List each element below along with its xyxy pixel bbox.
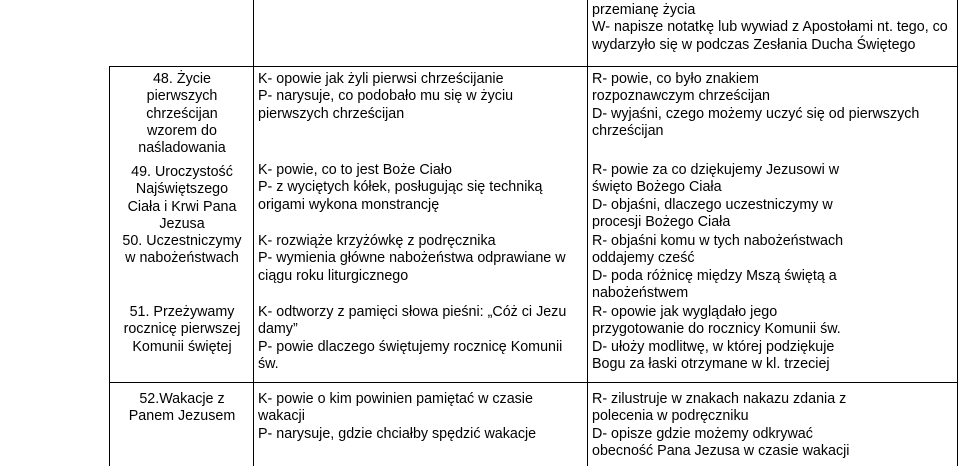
table-cell-topic: 51. Przeżywamy rocznicę pierwszej Komunii świętej: [123, 304, 241, 355]
table-cell-requirements: K- opowie jak żyli pierwsi chrześcijanie P- narysuje, co podobało mu się w życiu pierwszych chrześcijan: [258, 71, 514, 122]
table-row-divider: [109, 66, 958, 67]
table-column-divider-1: [253, 0, 254, 466]
table-cell-requirements: K- rozwiąże krzyżówkę z podręcznika P- wymienia główne nabożeństwa odprawiane w ciągu roku liturgicznego: [258, 233, 566, 284]
table-cell-topic: 50. Uczestniczymy w nabożeństwach: [122, 233, 242, 267]
table-cell-competencies: R- zilustruje w znakach nakazu zdania z polecenia w podręczniku D- opisze gdzie możemy odkrywać obecność Pana Jezusa w czasie wakacji: [592, 391, 850, 459]
table-cell-requirements: K- powie o kim powinien pamiętać w czasie wakacji P- narysuje, gdzie chciałby spędzić wakacje: [258, 391, 537, 442]
table-cell-topic: 52.Wakacje z Panem Jezusem: [128, 391, 236, 425]
table-cell-competencies: R- opowie jak wyglądało jego przygotowanie do rocznicy Komunii św. D- ułoży modlitwę, w której podziękuje Bogu za łaski otrzymane w kl. trzeciej: [592, 304, 841, 372]
table-cell-requirements: K- powie, co to jest Boże Ciało P- z wyciętych kółek, posługując się techniką origami wykona monstrancję: [258, 162, 543, 213]
table-cell-requirements: K- odtworzy z pamięci słowa pieśni: „Cóż ci Jezu damy” P- powie dlaczego świętujemy rocznicę Komunii św.: [258, 304, 567, 372]
table-row-divider: [109, 382, 958, 383]
table-column-divider-2: [587, 0, 588, 466]
table-border-left: [109, 66, 110, 466]
table-cell-competencies: R- powie, co było znakiem rozpoznawczym chrześcijan D- wyjaśni, czego możemy uczyć się od pierwszych chrześcijan: [592, 71, 920, 139]
table-cell-topic: 48. Życie pierwszych chrześcijan wzorem do naśladowania: [138, 71, 226, 157]
table-cell-competencies: R- objaśni komu w tych nabożeństwach oddajemy cześć D- poda różnicę między Mszą świętą a nabożeństwem: [592, 233, 844, 301]
table-cell-competencies: przemianę życia W- napisze notatkę lub wywiad z Apostołami nt. tego, co wydarzyło się w podczas Zesłania Ducha Świętego: [592, 2, 948, 53]
table-cell-topic: 49. Uroczystość Najświętszego Ciała i Krwi Pana Jezusa: [127, 164, 237, 232]
table-cell-competencies: R- powie za co dziękujemy Jezusowi w święto Bożego Ciała D- objaśni, dlaczego uczestniczymy w procesji Bożego Ciała: [592, 162, 840, 230]
table-border-right: [957, 0, 958, 466]
